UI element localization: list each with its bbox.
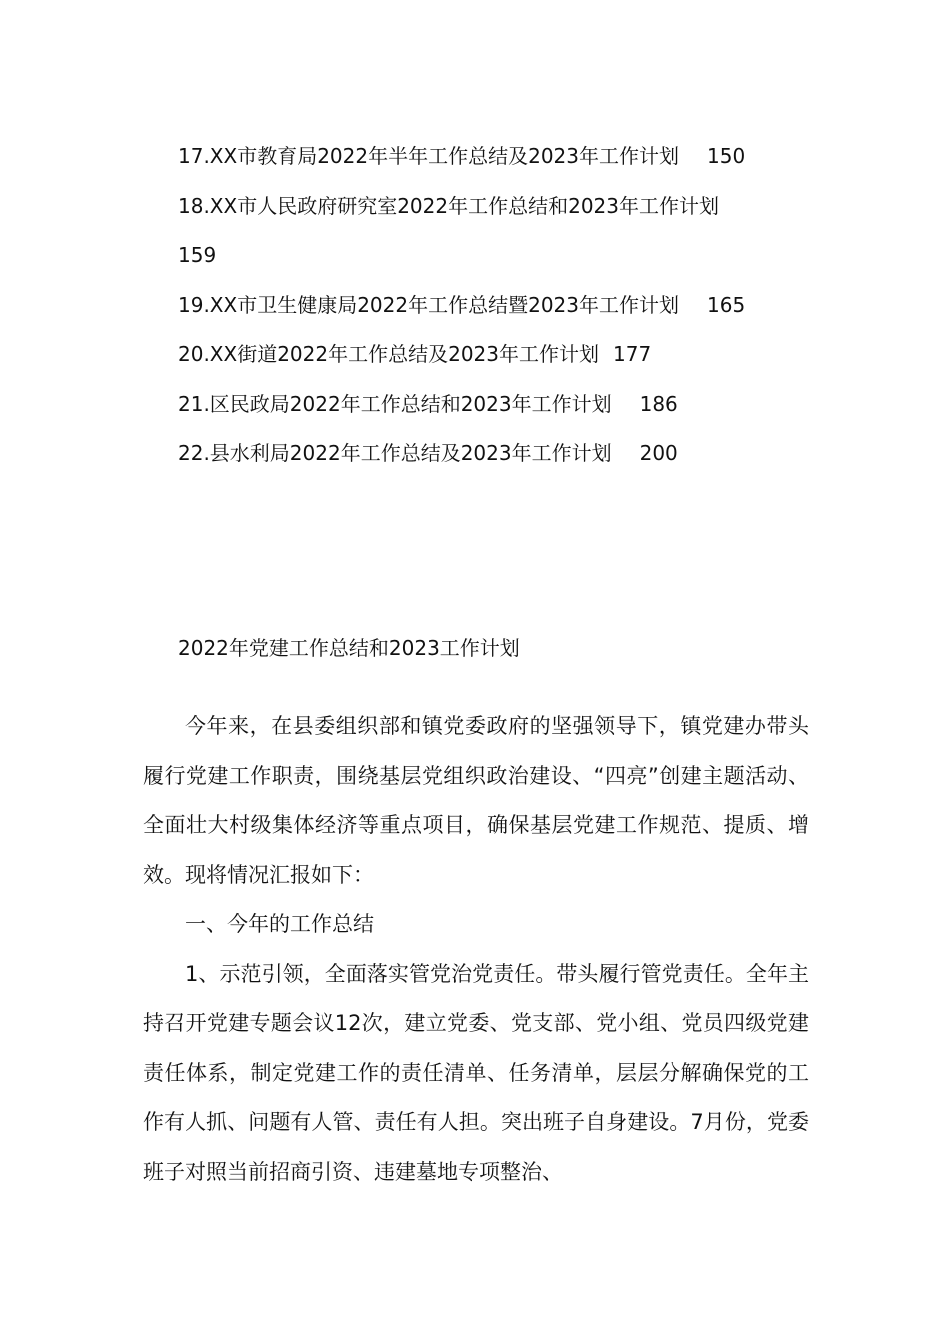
toc-entry-title: 20.XX街道2022年工作总结及2023年工作计划 <box>178 342 600 366</box>
toc-entry-21[interactable] <box>178 380 818 430</box>
toc-entry-22[interactable] <box>178 429 818 479</box>
toc-entry-page: 186 <box>639 391 678 416</box>
toc-entry-title: 18.XX市人民政府研究室2022年工作总结和2023年工作计划 <box>178 193 720 218</box>
body-paragraph: 1、示范引领，全面落实管党治党责任。带头履行管党责任。全年主持召开党建专题会议12次，建立党委、党支部、党小组、党员四级党建责任体系，制定党建工作的责任清单、任务清单，层层分解确保党的工作有人抓、问题有人管、责任有人担。突出班子自身建设。7月份，党委班子对照当前招商引资、违建墓地专项整治、 <box>143 961 809 1184</box>
toc-entry-19[interactable] <box>178 281 818 331</box>
toc-entry-18[interactable] <box>178 182 818 281</box>
document-body <box>143 702 809 1197</box>
toc-entry-title: 17.XX市教育局2022年半年工作总结及2023年工作计划 <box>178 144 680 168</box>
toc-entry-page: 150 <box>707 144 746 168</box>
toc-entry-17[interactable] <box>178 132 818 182</box>
toc-entry-page: 177 <box>613 342 652 366</box>
toc-entry-title: 19.XX市卫生健康局2022年工作总结暨2023年工作计划 <box>178 292 680 317</box>
table-of-contents <box>178 132 818 479</box>
document-title: 2022年党建工作总结和2023工作计划 <box>178 636 520 660</box>
toc-entry-page: 159 <box>178 243 217 267</box>
toc-entry-20[interactable] <box>178 330 818 380</box>
toc-entry-title: 22.县水利局2022年工作总结及2023年工作计划 <box>178 441 612 465</box>
toc-entry-page: 200 <box>639 441 678 465</box>
intro-paragraph: 今年来，在县委组织部和镇党委政府的坚强领导下，镇党建办带头履行党建工作职责，围绕基层党组织政治建设、“四亮”创建主题活动、全面壮大村级集体经济等重点项目，确保基层党建工作规范、提质、增效。现将情况汇报如下： <box>143 714 809 887</box>
toc-entry-title: 21.区民政局2022年工作总结和2023年工作计划 <box>178 391 612 416</box>
section-heading: 一、今年的工作总结 <box>185 912 374 936</box>
toc-entry-page: 165 <box>707 292 746 317</box>
